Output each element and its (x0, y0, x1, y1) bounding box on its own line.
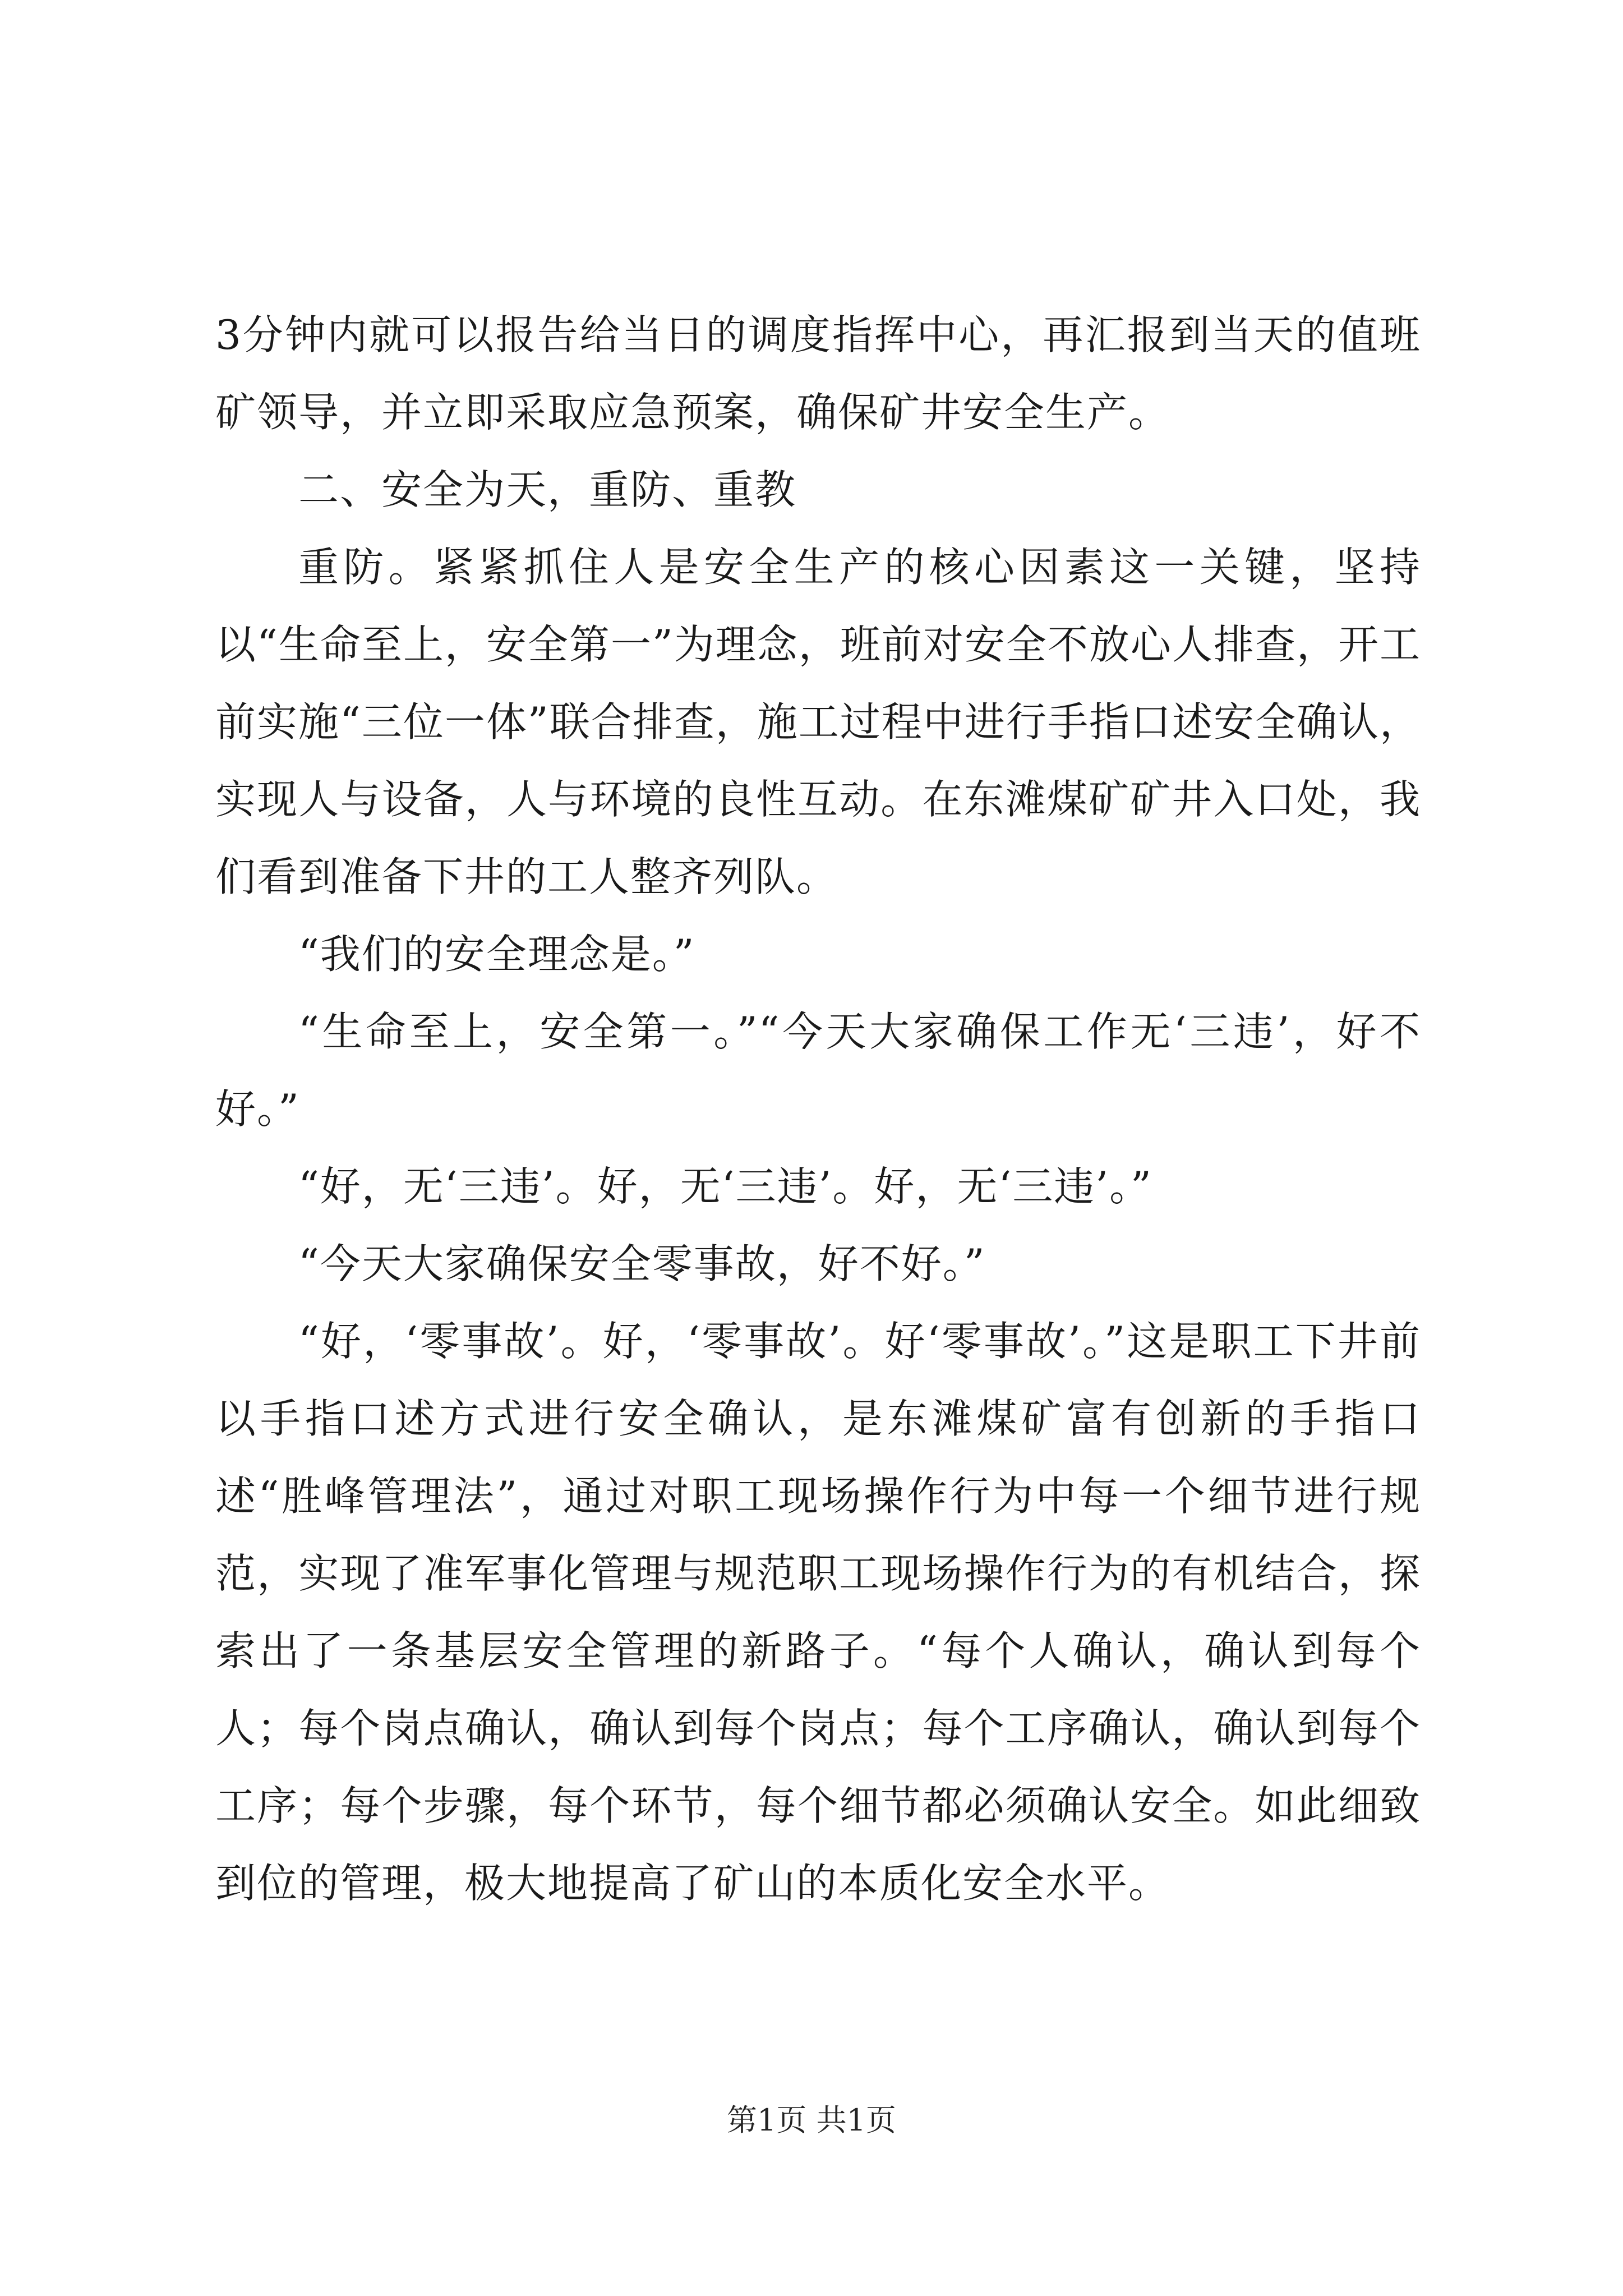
dialogue-line: “我们的安全理念是。” (298, 931, 695, 978)
dialogue-line: “今天大家确保安全零事故，好不好。” (298, 1240, 986, 1287)
paragraph: 3分钟内就可以报告给当日的调度指挥中心，再汇报到当天的值班矿领导，并立即采取应急预案，确保矿井安全生产。 (215, 311, 1421, 436)
page-footer: 第1页 共1页 (727, 2102, 896, 2138)
dialogue-line: “好，无‘三违’。好，无‘三违’。好，无‘三违’。” (298, 1163, 1152, 1210)
document-body (215, 296, 1421, 1922)
paragraph: “好，‘零事故’。好，‘零事故’。好‘零事故’。”这是职工下井前以手指口述方式进行安全确认，是东滩煤矿富有创新的手指口述“胜峰管理法”，通过对职工现场操作行为中每一个细节进行规范，实现了准军事化管理与规范职工现场操作行为的有机结合，探索出了一条基层安全管理的新路子。“每个人确认，确认到每个人；每个岗点确认，确认到每个岗点；每个工序确认，确认到每个工序；每个步骤，每个环节，每个细节都必须确认安全。如此细致到位的管理，极大地提高了矿山的本质化安全水平。 (215, 1318, 1421, 1907)
section-heading: 二、安全为天，重防、重教 (298, 466, 797, 513)
dialogue-line: “生命至上，安全第一。”“今天大家确保工作无‘三违’，好不好。” (215, 1008, 1421, 1133)
paragraph: 重防。紧紧抓住人是安全生产的核心因素这一关键，坚持以“生命至上，安全第一”为理念，班前对安全不放心人排查，开工前实施“三位一体”联合排查，施工过程中进行手指口述安全确认，实现人与设备，人与环境的良性互动。在东滩煤矿矿井入口处，我们看到准备下井的工人整齐列队。 (215, 544, 1421, 900)
